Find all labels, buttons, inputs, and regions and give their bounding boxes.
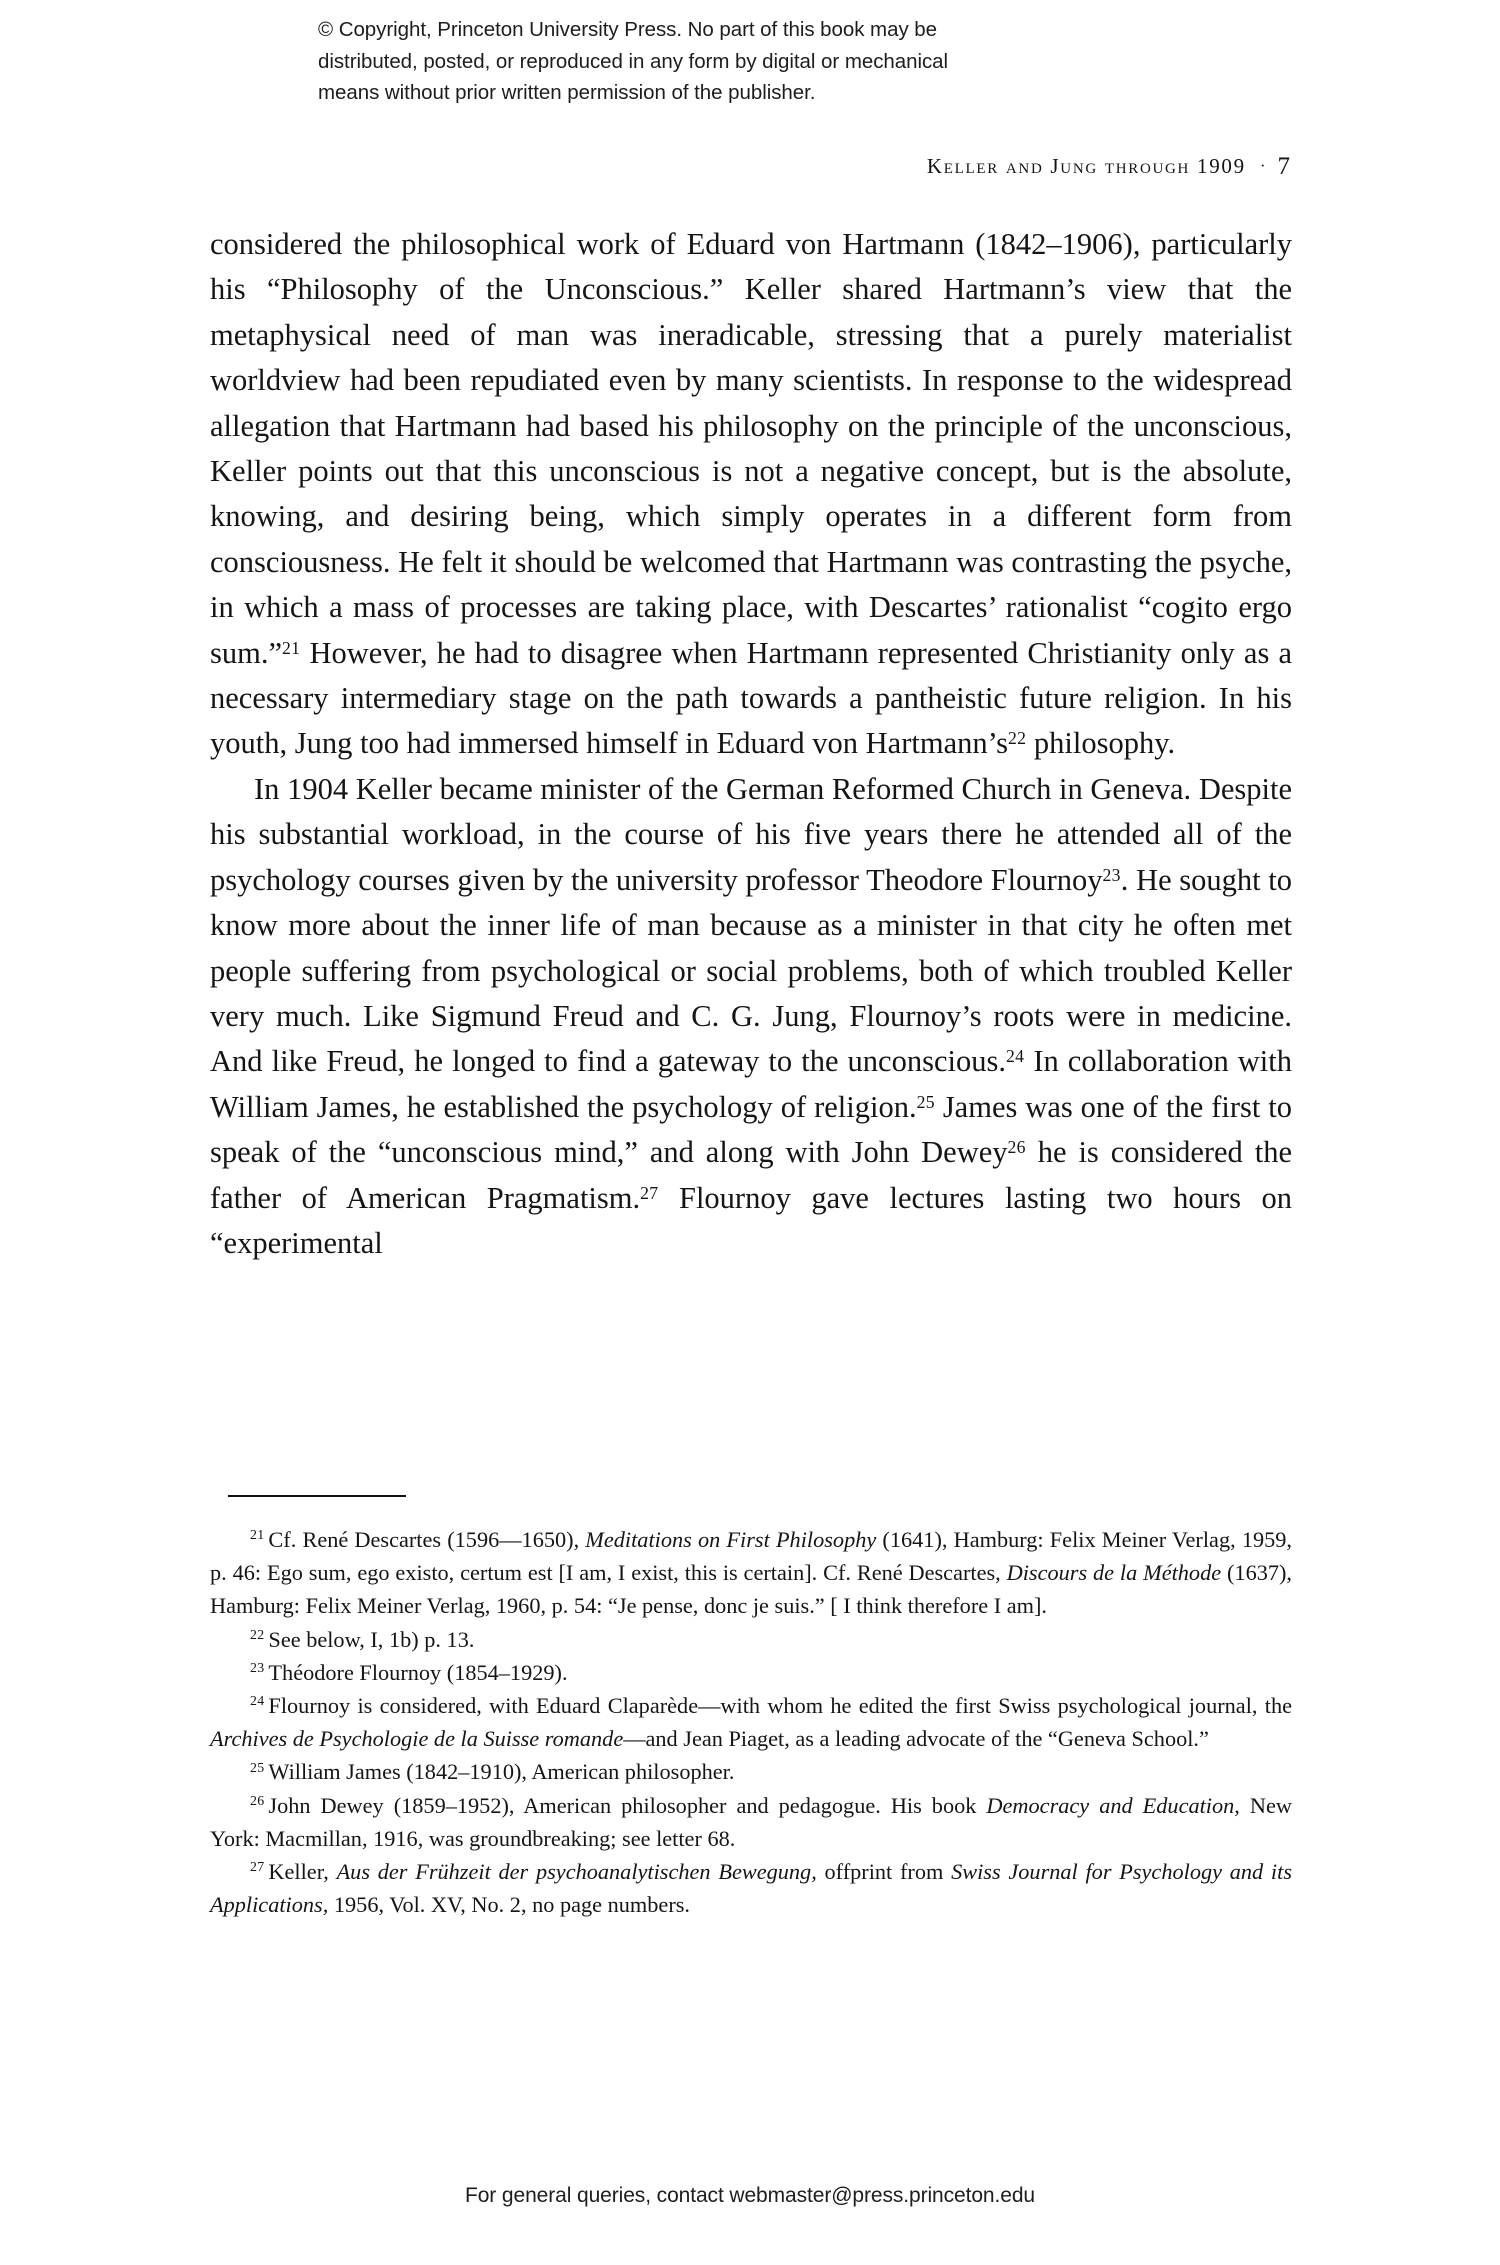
footnote-22 [210, 1623, 1292, 1656]
footnote-separator-rule [228, 1495, 406, 1497]
running-head-separator: · [1259, 156, 1266, 175]
footnote-27-italic-2: Swiss Journal for Psychology and its Applications, [210, 1859, 1293, 1918]
footnote-ref-22[interactable]: 22 [1007, 728, 1027, 749]
footnote-27 [210, 1855, 1292, 1921]
running-head-title: Keller and Jung through 1909 [926, 154, 1246, 178]
footnote-24-italic-1: Archives de Psychologie de la Suisse romande [210, 1726, 624, 1752]
footnote-marker-23: 23 [250, 1660, 265, 1676]
footnote-26 [210, 1789, 1292, 1855]
footnote-marker-22: 22 [250, 1627, 265, 1643]
footnote-ref-21[interactable]: 21 [282, 637, 301, 658]
footnote-26-seg-1: John Dewey (1859–1952), American philosopher and pedagogue. His book [268, 1792, 987, 1818]
copyright-line-1: © Copyright, Princeton University Press. No part of this book may be [318, 18, 937, 41]
footnote-21-seg-2: (1641), Hamburg: Felix Meiner Verlag, 1959, p. 46: Ego sum, ego existo, certum est [I am, I exist, this is certain]. Cf. René Descartes, [210, 1527, 1292, 1586]
footnote-26-seg-2: New York: Macmillan, 1916, was groundbreaking; see letter 68. [210, 1792, 1292, 1851]
copyright-line-3: means without prior written permission of the publisher. [318, 81, 816, 104]
footnote-23 [210, 1656, 1292, 1689]
footnote-25 [210, 1755, 1292, 1788]
footnote-ref-23[interactable]: 23 [1102, 864, 1121, 885]
paragraph-1-part-3: philosophy. [1026, 726, 1176, 761]
footnote-ref-25[interactable]: 25 [916, 1091, 935, 1112]
footnote-21-italic-1: Meditations on First Philosophy [585, 1527, 877, 1552]
footnote-marker-27: 27 [250, 1859, 265, 1875]
body-text [210, 222, 1292, 1266]
footnote-marker-26: 26 [250, 1793, 265, 1809]
paragraph-2-part-6: Flournoy gave lectures lasting two hours on “experimental [210, 1180, 1293, 1260]
page-number: 7 [1277, 153, 1290, 180]
paragraph-2-part-2: . He sought to know more about the inner life of man because as a minister in that city he often met people suffering from psychological or social problems, both of which troubled Keller very much. Like Sigmund Freud and C. G. Jung, Flournoy’s roots were in medicine. And like Freud, he longed to find a gateway to the unconscious. [210, 862, 1292, 1079]
footnotes-block [210, 1495, 1292, 1921]
footnote-27-seg-2: offprint from [816, 1859, 952, 1885]
footnote-21 [210, 1523, 1292, 1623]
footnote-26-italic-1: Democracy and Education, [986, 1792, 1240, 1818]
paragraph-2-part-5: he is considered the father of American Pragmatism. [210, 1135, 1292, 1215]
copyright-line-2: distributed, posted, or reproduced in any form by digital or mechanical [318, 49, 949, 73]
footnote-22-seg-1: See below, I, 1b) p. 13. [268, 1626, 475, 1652]
footnote-23-seg-1: Théodore Flournoy (1854–1929). [268, 1659, 568, 1685]
footnote-25-seg-1: William James (1842–1910), American philosopher. [268, 1759, 735, 1785]
footnote-marker-25: 25 [250, 1759, 265, 1775]
paragraph-1 [210, 222, 1292, 767]
footnote-24 [210, 1689, 1292, 1755]
footnote-ref-27[interactable]: 27 [640, 1182, 659, 1203]
paragraph-2-part-4: James was one of the first to speak of the “unconscious mind,” and along with John Dewey [210, 1089, 1292, 1170]
paragraph-2 [210, 767, 1292, 1266]
footnote-27-italic-1: Aus der Frühzeit der psychoanalytischen Bewegung, [336, 1859, 817, 1885]
paragraph-2-part-1: In 1904 Keller became minister of the German Reformed Church in Geneva. Despite his substantial workload, in the course of his five years there he attended all of the psychology courses given by the university professor Theodore Flournoy [210, 771, 1292, 897]
footnote-21-seg-3: (1637), Hamburg: Felix Meiner Verlag, 1960, p. 54: “Je pense, donc je suis.” [ I think therefore I am]. [210, 1560, 1293, 1619]
footnote-21-italic-2: Discours de la Méthode [1006, 1560, 1222, 1586]
paragraph-2-part-3: In collaboration with William James, he established the psychology of religion. [210, 1044, 1293, 1124]
footnote-ref-24[interactable]: 24 [1005, 1046, 1025, 1067]
page-footer: For general queries, contact webmaster@press.princeton.edu [465, 2184, 1035, 2207]
footnote-24-seg-2: —and Jean Piaget, as a leading advocate of the “Geneva School.” [623, 1726, 1209, 1752]
copyright-notice [318, 14, 1168, 109]
footnote-27-seg-3: 1956, Vol. XV, No. 2, no page numbers. [328, 1892, 690, 1918]
footnote-ref-26[interactable]: 26 [1007, 1136, 1026, 1157]
footnote-21-seg-1: Cf. René Descartes (1596—1650), [268, 1527, 586, 1552]
paragraph-1-part-1: considered the philosophical work of Eduard von Hartmann (1842–1906), particularly his “Philosophy of the Unconscious.” Keller shared Hartmann’s view that the metaphysical need of man was ineradicable, stressing that a purely materialist worldview had been repudiated even by many scientists. In response to the widespread allegation that Hartmann had based his philosophy on the principle of the unconscious, Keller points out that this unconscious is not a negative concept, but is the absolute, knowing, and desiring being, which simply operates in a different form from consciousness. He felt it should be welcomed that Hartmann was contrasting the psyche, in which a mass of processes are taking place, with Descartes’ rationalist “cogito ergo sum.” [210, 227, 1292, 670]
running-head [210, 152, 1290, 181]
footnote-marker-21: 21 [250, 1527, 265, 1543]
footnote-27-seg-1: Keller, [268, 1859, 337, 1885]
footnote-marker-24: 24 [250, 1693, 265, 1709]
footnote-24-seg-1: Flournoy is considered, with Eduard Claparède—with whom he edited the first Swiss psychological journal, the [268, 1693, 1292, 1719]
paragraph-1-part-2: However, he had to disagree when Hartmann represented Christianity only as a necessary intermediary stage on the path towards a pantheistic future religion. In his youth, Jung too had immersed himself in Eduard von Hartmann’s [210, 635, 1292, 761]
